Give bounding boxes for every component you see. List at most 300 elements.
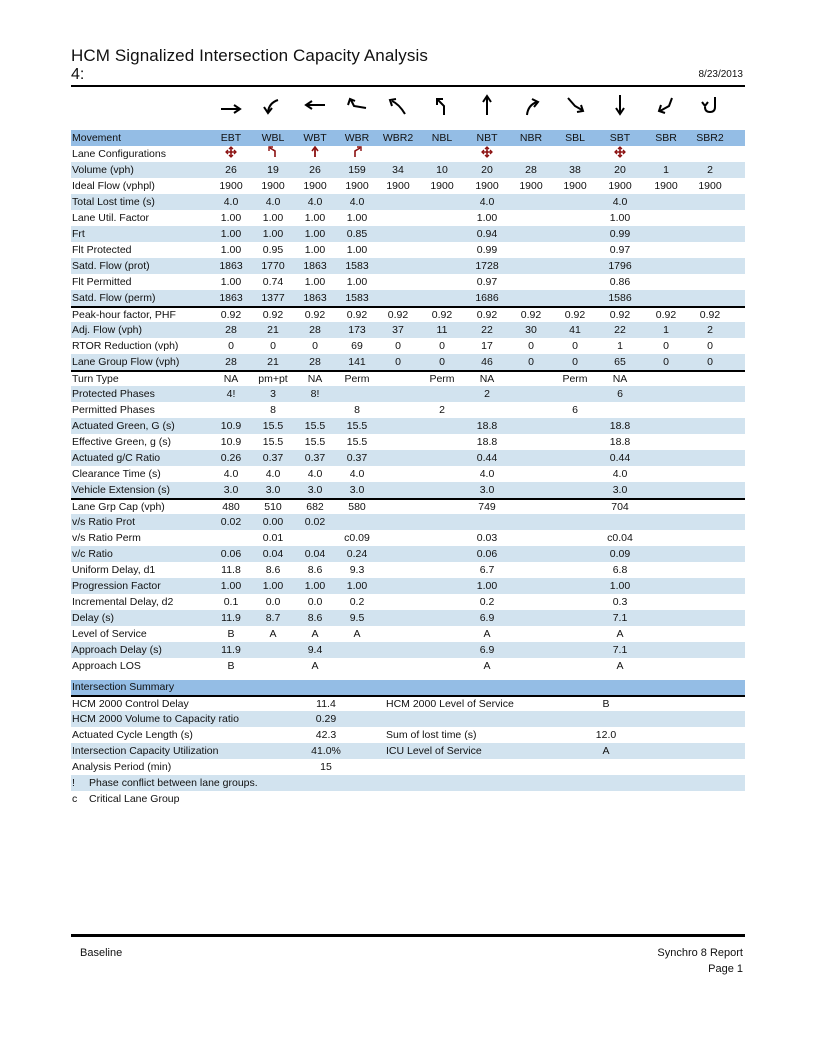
summary-value-2: 12.0	[595, 729, 617, 741]
lane-config-cross-icon	[457, 146, 517, 163]
row-label: Approach LOS	[72, 660, 141, 672]
table-row	[71, 482, 745, 498]
cell-value: c0.04	[607, 532, 633, 544]
cell-value: 749	[478, 501, 496, 513]
cell-value: 8!	[310, 388, 320, 400]
cell-value: 0.03	[476, 532, 498, 544]
summary-value: 11.4	[316, 698, 336, 710]
cell-value: 18.8	[476, 436, 498, 448]
movement-header-row	[71, 130, 745, 146]
cell-value: 3.0	[612, 484, 628, 496]
summary-value-2: B	[602, 698, 610, 710]
cell-value: 1900	[698, 180, 722, 192]
row-label: Lane Group Flow (vph)	[72, 356, 180, 368]
cell-value: 0.92	[655, 309, 677, 321]
cell-value: 1.00	[220, 244, 242, 256]
cell-value: 3	[270, 388, 276, 400]
cell-value: 1900	[386, 180, 410, 192]
cell-value: 2	[707, 324, 713, 336]
cell-value: NA	[479, 373, 495, 385]
cell-value: 4!	[226, 388, 236, 400]
cell-value: 0	[395, 356, 401, 368]
cell-value: 4.0	[307, 468, 323, 480]
movement-sbr: SBR	[655, 132, 677, 144]
cell-value: NA	[307, 373, 323, 385]
movement-wbl: WBL	[261, 132, 285, 144]
table-row	[71, 338, 745, 354]
row-label: Flt Protected	[72, 244, 132, 256]
cell-value: 0.3	[612, 596, 628, 608]
cell-value: 28	[525, 164, 537, 176]
cell-value: 0.92	[431, 309, 453, 321]
table-row	[71, 562, 745, 578]
movement-arrows	[71, 94, 745, 128]
cell-value: 0.01	[262, 532, 284, 544]
cell-value: 0.44	[609, 452, 631, 464]
summary-row	[71, 727, 745, 743]
footnote-text: Phase conflict between lane groups.	[89, 777, 258, 789]
lane-config-cross-icon	[590, 146, 650, 163]
cell-value: Perm	[429, 373, 455, 385]
capacity-table	[71, 130, 745, 807]
row-label: Volume (vph)	[72, 164, 134, 176]
cell-value: 10	[436, 164, 448, 176]
cell-value: 7.1	[612, 644, 628, 656]
row-label: Delay (s)	[72, 612, 115, 624]
cell-value: 0	[707, 356, 713, 368]
cell-value: 0.92	[699, 309, 721, 321]
cell-value: 0	[395, 340, 401, 352]
cell-value: 15.5	[304, 436, 326, 448]
row-label: Approach Delay (s)	[72, 644, 162, 656]
cell-value: 19	[267, 164, 279, 176]
summary-value: 0.29	[315, 713, 337, 725]
cell-value: 28	[309, 324, 321, 336]
footnote-symbol: !	[72, 777, 75, 789]
table-row	[71, 434, 745, 450]
cell-value: 11.9	[221, 644, 241, 656]
cell-value: A	[483, 628, 491, 640]
cell-value: 0	[528, 340, 534, 352]
row-label: Ideal Flow (vphpl)	[72, 180, 155, 192]
cell-value: 1863	[303, 292, 327, 304]
summary-value: 42.3	[315, 729, 337, 741]
cell-value: 704	[611, 501, 629, 513]
row-label: Vehicle Extension (s)	[72, 484, 171, 496]
cell-value: 0.92	[387, 309, 409, 321]
cell-value: 480	[222, 501, 240, 513]
row-label: Lane Configurations	[72, 148, 166, 160]
cell-value: 1.00	[304, 212, 326, 224]
cell-value: 4.0	[223, 468, 239, 480]
cell-value: 8.6	[307, 612, 323, 624]
cell-value: 0.92	[346, 309, 368, 321]
table-row	[71, 530, 745, 546]
cell-value: 28	[309, 356, 321, 368]
cell-value: 4.0	[349, 468, 365, 480]
cell-value: 1	[663, 324, 669, 336]
cell-value: 0.26	[220, 452, 242, 464]
table-row	[71, 226, 745, 242]
cell-value: 3.0	[349, 484, 365, 496]
footnote-row	[71, 775, 745, 791]
cell-value: 22	[614, 324, 626, 336]
top-rule	[71, 85, 745, 87]
intersection-id: 4:	[71, 66, 85, 83]
cell-value: 0	[270, 340, 276, 352]
cell-value: 6.9	[479, 612, 495, 624]
cell-value: 21	[267, 356, 279, 368]
table-row	[71, 610, 745, 626]
table-row	[71, 514, 745, 530]
cell-value: 6	[617, 388, 623, 400]
cell-value: 18.8	[476, 420, 498, 432]
cell-value: 1900	[345, 180, 369, 192]
cell-value: NA	[612, 373, 628, 385]
table-row	[71, 162, 745, 178]
cell-value: 0.97	[609, 244, 631, 256]
cell-value: 15.5	[346, 420, 368, 432]
cell-value: A	[353, 628, 361, 640]
cell-value: 2	[439, 404, 445, 416]
cell-value: 1796	[608, 260, 632, 272]
cell-value: 0	[439, 356, 445, 368]
cell-value: 1863	[303, 260, 327, 272]
cell-value: B	[227, 660, 235, 672]
cell-value: 0.04	[262, 548, 284, 560]
cell-value: 0.02	[220, 516, 242, 528]
cell-value: 1.00	[220, 228, 242, 240]
cell-value: 0.92	[564, 309, 586, 321]
cell-value: 2	[484, 388, 490, 400]
cell-value: 1900	[303, 180, 327, 192]
cell-value: 1686	[475, 292, 499, 304]
cell-value: 0.74	[262, 276, 284, 288]
cell-value: 0.99	[476, 244, 498, 256]
table-row	[71, 194, 745, 210]
cell-value: A	[616, 660, 624, 672]
cell-value: 6.9	[479, 644, 495, 656]
cell-value: 20	[481, 164, 493, 176]
summary-label-2: HCM 2000 Level of Service	[386, 698, 514, 710]
cell-value: 1583	[345, 260, 369, 272]
summary-label-2: Sum of lost time (s)	[386, 729, 477, 741]
table-row	[71, 322, 745, 338]
summary-row	[71, 743, 745, 759]
summary-label: Intersection Capacity Utilization	[72, 745, 219, 757]
footnote-text: Critical Lane Group	[89, 793, 180, 805]
cell-value: 1586	[608, 292, 632, 304]
footer-scenario: Baseline	[80, 947, 123, 959]
cell-value: 15.5	[262, 436, 284, 448]
cell-value: 0.99	[609, 228, 631, 240]
cell-value: 1900	[654, 180, 678, 192]
lane-config-right-icon	[327, 146, 387, 163]
cell-value: 1.00	[304, 276, 326, 288]
cell-value: 4.0	[265, 196, 281, 208]
cell-value: NA	[223, 373, 239, 385]
cell-value: 6	[572, 404, 578, 416]
report-date: 8/23/2013	[698, 69, 743, 80]
table-row	[71, 242, 745, 258]
table-row	[71, 626, 745, 642]
cell-value: 9.4	[307, 644, 323, 656]
cell-value: 1.00	[304, 580, 326, 592]
cell-value: 1.00	[346, 212, 368, 224]
cell-value: 0.37	[304, 452, 326, 464]
cell-value: 0	[439, 340, 445, 352]
cell-value: 15.5	[346, 436, 368, 448]
table-row	[71, 370, 745, 386]
cell-value: 1.00	[609, 212, 631, 224]
row-label: v/s Ratio Prot	[72, 516, 136, 528]
cell-value: 0	[572, 356, 578, 368]
summary-heading-label: Intersection Summary	[72, 681, 175, 693]
row-label: Movement	[72, 132, 122, 144]
cell-value: 26	[309, 164, 321, 176]
cell-value: 4.0	[612, 196, 628, 208]
cell-value: 1900	[430, 180, 454, 192]
cell-value: 1.00	[476, 212, 498, 224]
cell-value: 0.06	[476, 548, 498, 560]
cell-value: 0.94	[476, 228, 498, 240]
cell-value: 8	[354, 404, 360, 416]
table-row	[71, 306, 745, 322]
cell-value: 173	[348, 324, 366, 336]
row-label: v/s Ratio Perm	[72, 532, 141, 544]
cell-value: 0	[572, 340, 578, 352]
cell-value: 4.0	[479, 468, 495, 480]
movement-wbr2: WBR2	[382, 132, 414, 144]
movement-sbt: SBT	[609, 132, 631, 144]
cell-value: 1377	[261, 292, 285, 304]
row-label: RTOR Reduction (vph)	[72, 340, 179, 352]
cell-value: 20	[614, 164, 626, 176]
cell-value: 9.3	[349, 564, 365, 576]
table-row	[71, 498, 745, 514]
cell-value: 0.92	[520, 309, 542, 321]
cell-value: 3.0	[307, 484, 323, 496]
cell-value: 38	[569, 164, 581, 176]
row-label: Peak-hour factor, PHF	[72, 309, 176, 321]
cell-value: 8.6	[307, 564, 323, 576]
cell-value: 0.0	[265, 596, 281, 608]
cell-value: 15.5	[262, 420, 284, 432]
cell-value: 4.0	[612, 468, 628, 480]
movement-nbt: NBT	[476, 132, 498, 144]
cell-value: 37	[392, 324, 404, 336]
cell-value: 0	[312, 340, 318, 352]
intersection-summary-heading	[71, 680, 745, 695]
cell-value: 3.0	[265, 484, 281, 496]
cell-value: 580	[348, 501, 366, 513]
row-label: Effective Green, g (s)	[72, 436, 172, 448]
arrow-uturn-icon	[680, 94, 740, 128]
summary-value: 15	[320, 761, 332, 773]
summary-label-2: ICU Level of Service	[386, 745, 482, 757]
cell-value: 1.00	[346, 244, 368, 256]
cell-value: 1.00	[609, 580, 631, 592]
cell-value: 8	[270, 404, 276, 416]
row-label: Flt Permitted	[72, 276, 132, 288]
cell-value: 1.00	[220, 212, 242, 224]
summary-label: Analysis Period (min)	[72, 761, 172, 773]
table-row	[71, 274, 745, 290]
cell-value: B	[227, 628, 235, 640]
summary-value-2: A	[602, 745, 610, 757]
cell-value: 1.00	[220, 276, 242, 288]
cell-value: 0.06	[220, 548, 242, 560]
cell-value: 4.0	[349, 196, 365, 208]
cell-value: 1900	[519, 180, 543, 192]
cell-value: 1863	[219, 260, 243, 272]
cell-value: 4.0	[223, 196, 239, 208]
cell-value: 21	[267, 324, 279, 336]
cell-value: 4.0	[307, 196, 323, 208]
row-label: Satd. Flow (perm)	[72, 292, 156, 304]
row-label: v/c Ratio	[72, 548, 113, 560]
row-label: Progression Factor	[72, 580, 161, 592]
cell-value: 1900	[563, 180, 587, 192]
cell-value: 69	[351, 340, 363, 352]
summary-label: HCM 2000 Control Delay	[72, 698, 189, 710]
table-row	[71, 658, 745, 674]
cell-value: 0.04	[304, 548, 326, 560]
footer-page: Page 1	[708, 963, 743, 975]
bottom-rule	[71, 934, 745, 937]
cell-value: 0.92	[476, 309, 498, 321]
row-label: Adj. Flow (vph)	[72, 324, 143, 336]
cell-value: 1.00	[262, 228, 284, 240]
cell-value: 682	[306, 501, 324, 513]
cell-value: 1	[663, 164, 669, 176]
cell-value: 0.09	[609, 548, 631, 560]
cell-value: A	[483, 660, 491, 672]
cell-value: 28	[225, 324, 237, 336]
cell-value: 10.9	[220, 420, 242, 432]
cell-value: 30	[525, 324, 537, 336]
table-row	[71, 546, 745, 562]
summary-label: HCM 2000 Volume to Capacity ratio	[72, 713, 239, 725]
cell-value: 0	[663, 356, 669, 368]
cell-value: 0.2	[479, 596, 495, 608]
cell-value: 0	[528, 356, 534, 368]
cell-value: 3.0	[479, 484, 495, 496]
table-row	[71, 578, 745, 594]
row-label: Uniform Delay, d1	[72, 564, 156, 576]
cell-value: 11.9	[221, 612, 241, 624]
cell-value: 1863	[219, 292, 243, 304]
row-label: Actuated Green, G (s)	[72, 420, 175, 432]
row-label: Clearance Time (s)	[72, 468, 161, 480]
table-row	[71, 210, 745, 226]
cell-value: 2	[707, 164, 713, 176]
cell-value: A	[616, 628, 624, 640]
table-row	[71, 418, 745, 434]
cell-value: 1	[617, 340, 623, 352]
cell-value: 159	[348, 164, 366, 176]
footnote-symbol: c	[72, 793, 78, 805]
row-label: Satd. Flow (prot)	[72, 260, 150, 272]
cell-value: 0	[663, 340, 669, 352]
cell-value: 0.37	[346, 452, 368, 464]
cell-value: 0.92	[262, 309, 284, 321]
cell-value: 4.0	[265, 468, 281, 480]
cell-value: 1.00	[304, 244, 326, 256]
cell-value: A	[269, 628, 277, 640]
movement-sbr2: SBR2	[696, 132, 724, 144]
cell-value: 0.24	[346, 548, 368, 560]
row-label: Frt	[72, 228, 85, 240]
cell-value: 1900	[219, 180, 243, 192]
cell-value: 0.37	[262, 452, 284, 464]
footnote-row	[71, 791, 745, 807]
cell-value: 0.02	[304, 516, 326, 528]
page-title: HCM Signalized Intersection Capacity Analysis	[71, 46, 428, 65]
row-label: Actuated g/C Ratio	[72, 452, 161, 464]
cell-value: 141	[348, 356, 366, 368]
movement-wbt: WBT	[303, 132, 327, 144]
cell-value: 0	[228, 340, 234, 352]
cell-value: 1900	[608, 180, 632, 192]
cell-value: 8.6	[265, 564, 281, 576]
row-label: Turn Type	[72, 373, 119, 385]
summary-value: 41.0%	[311, 745, 341, 757]
cell-value: Perm	[562, 373, 588, 385]
table-row	[71, 594, 745, 610]
movement-ebt: EBT	[220, 132, 242, 144]
cell-value: 0.92	[304, 309, 326, 321]
table-row	[71, 642, 745, 658]
footer-report: Synchro 8 Report	[657, 947, 743, 959]
cell-value: 1.00	[262, 212, 284, 224]
table-row	[71, 258, 745, 274]
cell-value: 41	[569, 324, 581, 336]
cell-value: 1900	[475, 180, 499, 192]
cell-value: 8.7	[265, 612, 281, 624]
cell-value: 0.92	[220, 309, 242, 321]
summary-label: Actuated Cycle Length (s)	[72, 729, 193, 741]
cell-value: 0.95	[262, 244, 284, 256]
row-label: Level of Service	[72, 628, 147, 640]
cell-value: 6.8	[612, 564, 628, 576]
cell-value: 6.7	[479, 564, 495, 576]
cell-value: 46	[481, 356, 493, 368]
cell-value: Perm	[344, 373, 370, 385]
cell-value: 0.44	[476, 452, 498, 464]
row-label: Total Lost time (s)	[72, 196, 155, 208]
cell-value: 4.0	[479, 196, 495, 208]
movement-nbr: NBR	[519, 132, 543, 144]
cell-value: 1.00	[346, 276, 368, 288]
cell-value: 1728	[475, 260, 499, 272]
cell-value: pm+pt	[258, 373, 288, 385]
cell-value: 0.97	[476, 276, 498, 288]
cell-value: 1.00	[304, 228, 326, 240]
cell-value: 9.5	[349, 612, 365, 624]
cell-value: 15.5	[304, 420, 326, 432]
row-label: Lane Util. Factor	[72, 212, 150, 224]
cell-value: 65	[614, 356, 626, 368]
cell-value: 0.00	[262, 516, 284, 528]
cell-value: 0.2	[349, 596, 365, 608]
cell-value: 11	[436, 324, 448, 336]
cell-value: 18.8	[609, 436, 631, 448]
cell-value: 0.1	[223, 596, 239, 608]
row-label: Permitted Phases	[72, 404, 155, 416]
cell-value: 1900	[261, 180, 285, 192]
table-row	[71, 402, 745, 418]
